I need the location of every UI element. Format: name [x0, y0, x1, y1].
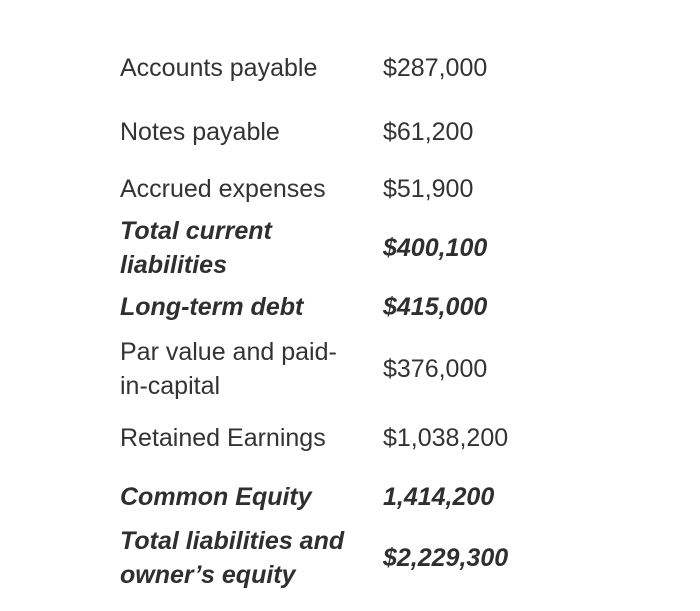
row-value-par-value: $376,000	[383, 355, 488, 383]
row-value-notes-payable: $61,200	[383, 118, 474, 146]
row-label-total-current-liabilities: Total current liabilities	[120, 217, 272, 279]
row-label-total-liabilities-equity: Total liabilities and owner’s equity	[120, 527, 345, 589]
row-value-accrued-expenses: $51,900	[383, 175, 474, 203]
row-label-notes-payable: Notes payable	[120, 118, 280, 146]
row-label-common-equity: Common Equity	[120, 483, 312, 511]
row-value-retained-earnings: $1,038,200	[383, 424, 509, 452]
row-label-retained-earnings: Retained Earnings	[120, 424, 326, 452]
row-label-long-term-debt: Long-term debt	[120, 293, 304, 321]
row-value-total-current-liabilities: $400,100	[383, 234, 488, 262]
row-value-total-liabilities-equity: $2,229,300	[383, 544, 509, 572]
row-value-accounts-payable: $287,000	[383, 54, 488, 82]
row-value-common-equity: 1,414,200	[383, 483, 495, 511]
row-label-accrued-expenses: Accrued expenses	[120, 175, 326, 203]
row-value-long-term-debt: $415,000	[383, 293, 488, 321]
row-label-par-value: Par value and paid-in-capital	[120, 338, 337, 400]
row-label-accounts-payable: Accounts payable	[120, 54, 318, 82]
